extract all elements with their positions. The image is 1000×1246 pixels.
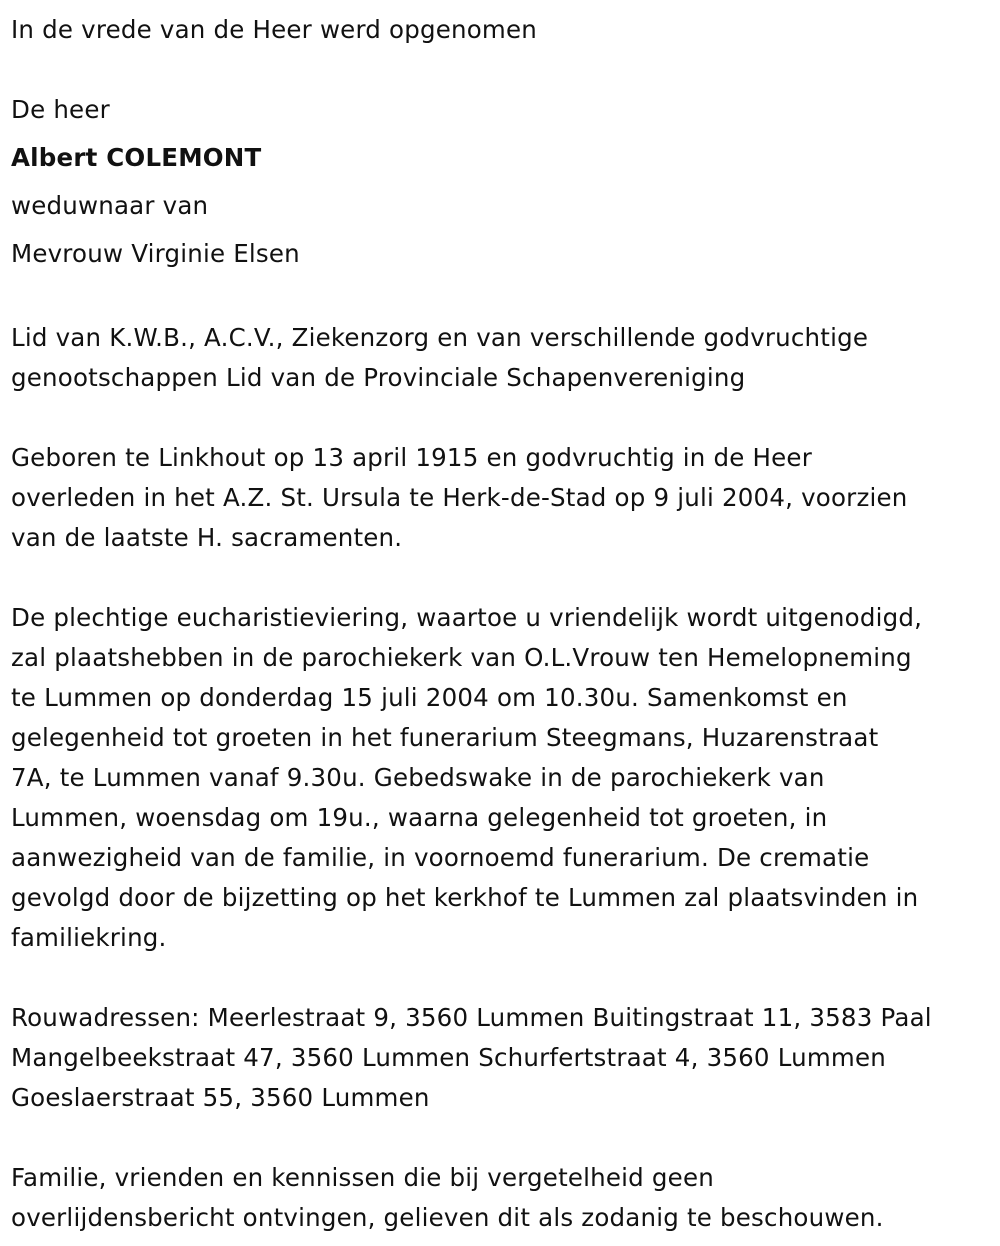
paragraph-line: Mangelbeekstraat 47, 3560 Lummen Schurfertstraat 4, 3560 Lummen (11, 1043, 886, 1072)
paragraph-line: Familie, vrienden en kennissen die bij vergetelheid geen (11, 1163, 714, 1192)
paragraph-line: zal plaatshebben in de parochiekerk van O.L.Vrouw ten Hemelopneming (11, 643, 912, 672)
paragraph-line: Geboren te Linkhout op 13 april 1915 en godvruchtig in de Heer (11, 443, 812, 472)
relation-line: weduwnaar van (11, 191, 209, 220)
birth-death-paragraph (11, 438, 996, 558)
paragraph-line: genootschappen Lid van de Provinciale Schapenvereniging (11, 363, 746, 392)
memberships-paragraph (11, 318, 996, 398)
addresses-paragraph (11, 998, 996, 1118)
announcement-header (11, 6, 996, 278)
ceremony-paragraph (11, 598, 996, 958)
paragraph-line: De plechtige eucharistieviering, waartoe u vriendelijk wordt uitgenodigd, (11, 603, 923, 632)
paragraph-line: Lummen, woensdag om 19u., waarna gelegenheid tot groeten, in (11, 803, 828, 832)
paragraph-line: gevolgd door de bijzetting op het kerkhof te Lummen zal plaatsvinden in (11, 883, 919, 912)
obituary-document (11, 6, 996, 1238)
paragraph-line: van de laatste H. sacramenten. (11, 523, 403, 552)
paragraph-line: Goeslaerstraat 55, 3560 Lummen (11, 1083, 430, 1112)
salutation: De heer (11, 95, 110, 124)
paragraph-line: aanwezigheid van de familie, in voornoemd funerarium. De crematie (11, 843, 870, 872)
paragraph-line: 7A, te Lummen vanaf 9.30u. Gebedswake in de parochiekerk van (11, 763, 825, 792)
paragraph-line: Lid van K.W.B., A.C.V., Ziekenzorg en van verschillende godvruchtige (11, 323, 869, 352)
spouse-name: Mevrouw Virginie Elsen (11, 239, 300, 268)
paragraph-line: overlijdensbericht ontvingen, gelieven dit als zodanig te beschouwen. (11, 1203, 884, 1232)
paragraph-line: familiekring. (11, 923, 167, 952)
intro-line: In de vrede van de Heer werd opgenomen (11, 15, 537, 44)
paragraph-line: gelegenheid tot groeten in het funerarium Steegmans, Huzarenstraat (11, 723, 879, 752)
paragraph-line: overleden in het A.Z. St. Ursula te Herk-de-Stad op 9 juli 2004, voorzien (11, 483, 908, 512)
deceased-name: Albert COLEMONT (11, 143, 262, 172)
paragraph-line: te Lummen op donderdag 15 juli 2004 om 10.30u. Samenkomst en (11, 683, 848, 712)
closing-paragraph (11, 1158, 996, 1238)
paragraph-line: Rouwadressen: Meerlestraat 9, 3560 Lummen Buitingstraat 11, 3583 Paal (11, 1003, 932, 1032)
